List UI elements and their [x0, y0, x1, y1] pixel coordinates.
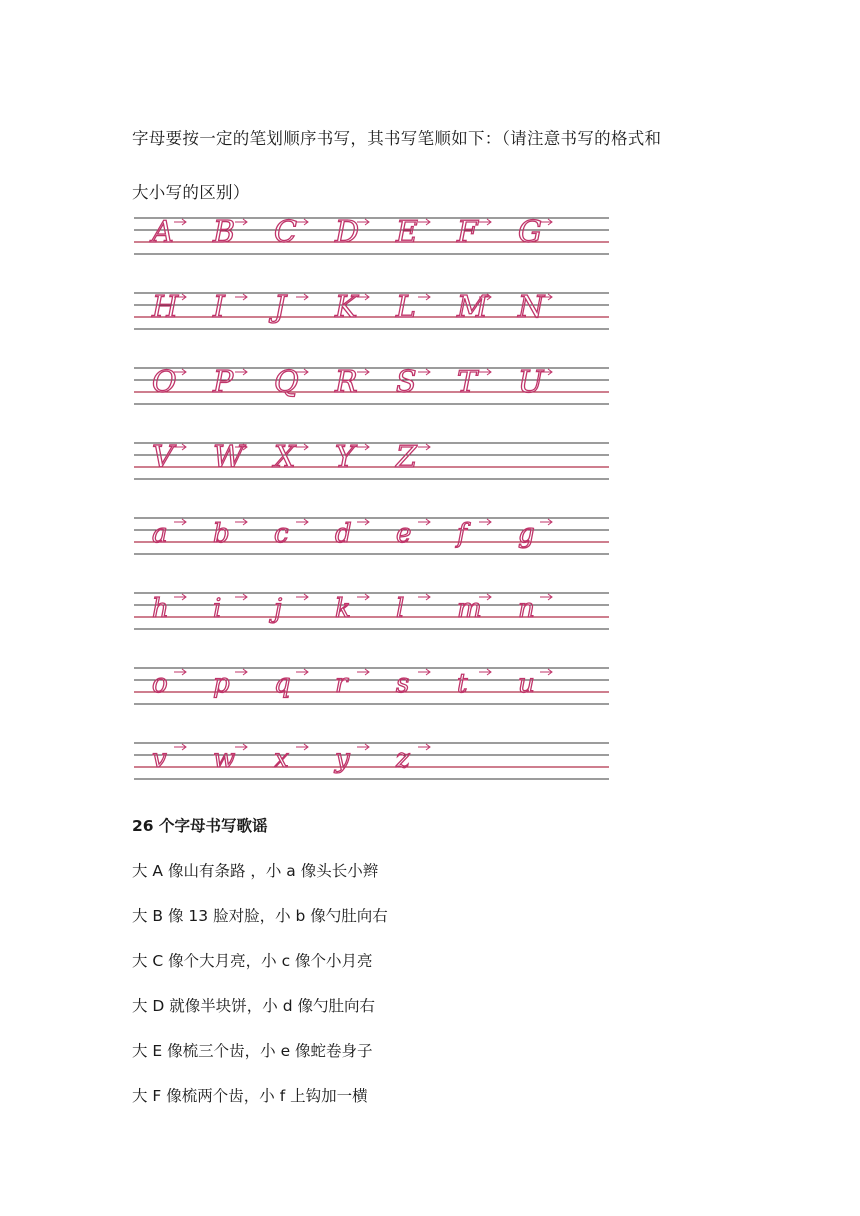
worksheet-row [134, 518, 609, 554]
song-line: 大 D 就像半块饼，小 d 像勺肚向右 [132, 997, 375, 1015]
letter-d: d [335, 519, 352, 549]
stroke-arrow-icon [296, 744, 308, 750]
letter-a: a [152, 519, 168, 549]
letter-X: X [274, 440, 296, 475]
stroke-arrow-icon [296, 669, 308, 675]
song-line: 大 E 像梳三个齿，小 e 像蛇卷身子 [132, 1042, 373, 1060]
letter-j: j [274, 594, 283, 624]
stroke-arrow-icon [235, 594, 247, 600]
stroke-arrow-icon [357, 519, 369, 525]
stroke-arrow-icon [296, 519, 308, 525]
stroke-arrow-icon [174, 594, 186, 600]
stroke-arrow-icon [479, 519, 491, 525]
letter-p: p [213, 669, 230, 699]
letter-J: J [274, 290, 287, 325]
letter-N: N [518, 290, 545, 325]
letter-H: H [152, 290, 179, 325]
stroke-arrow-icon [174, 444, 186, 450]
song-line: 大 A 像山有条路 ，小 a 像头长小辫 [132, 862, 379, 880]
stroke-arrow-icon [418, 519, 430, 525]
letter-F: F [457, 215, 478, 250]
letter-z: z [396, 744, 410, 774]
stroke-arrow-icon [235, 219, 247, 225]
letter-t: t [457, 669, 468, 699]
letter-l: l [396, 594, 405, 624]
stroke-arrow-icon [296, 294, 308, 300]
stroke-arrow-icon [357, 669, 369, 675]
letter-L: L [396, 290, 416, 325]
letter-W: W [213, 440, 244, 475]
letter-S: S [396, 365, 417, 400]
letter-D: D [335, 215, 360, 250]
stroke-arrow-icon [235, 369, 247, 375]
letter-x: x [274, 744, 289, 774]
worksheet-row [134, 290, 609, 329]
letter-v: v [152, 744, 167, 774]
stroke-arrow-icon [540, 669, 552, 675]
letter-B: B [213, 215, 236, 250]
stroke-arrow-icon [174, 219, 186, 225]
stroke-arrow-icon [357, 294, 369, 300]
stroke-arrow-icon [235, 669, 247, 675]
intro-line-1: 字母要按一定的笔划顺序书写，其书写笔顺如下：（请注意书写的格式和 [132, 129, 662, 148]
stroke-arrow-icon [418, 369, 430, 375]
letter-T: T [457, 365, 478, 400]
song-lines [132, 858, 388, 1128]
song-line: 大 C 像个大月亮，小 c 像个小月亮 [132, 952, 373, 970]
stroke-arrow-icon [235, 744, 247, 750]
letter-g: g [518, 519, 535, 549]
song-line: 大 F 像梳两个齿，小 f 上钩加一横 [132, 1087, 368, 1105]
worksheet-row [134, 668, 609, 704]
stroke-arrow-icon [479, 369, 491, 375]
intro-line-2: 大小写的区别） [132, 183, 250, 202]
worksheet-row [134, 365, 609, 404]
letter-n: n [518, 594, 535, 624]
letter-Y: Y [335, 440, 355, 475]
letter-q: q [274, 669, 291, 699]
letter-M: M [457, 290, 488, 325]
stroke-arrow-icon [418, 594, 430, 600]
letter-E: E [396, 215, 418, 250]
letter-u: u [518, 669, 535, 699]
letter-c: c [274, 519, 289, 549]
worksheet-row [134, 593, 609, 629]
letter-y: y [335, 744, 350, 774]
letter-G: G [518, 215, 542, 250]
stroke-arrow-icon [296, 444, 308, 450]
letter-R: R [335, 365, 358, 400]
stroke-arrow-icon [296, 594, 308, 600]
letter-U: U [518, 365, 544, 400]
letter-I: I [213, 290, 225, 325]
letter-s: s [396, 669, 410, 699]
letter-V: V [152, 440, 174, 475]
letter-k: k [335, 594, 351, 624]
stroke-arrow-icon [479, 669, 491, 675]
worksheet-row [134, 440, 609, 479]
stroke-arrow-icon [174, 669, 186, 675]
stroke-arrow-icon [235, 294, 247, 300]
letter-m: m [457, 594, 482, 624]
letter-O: O [152, 365, 177, 400]
stroke-arrow-icon [418, 219, 430, 225]
stroke-arrow-icon [357, 369, 369, 375]
stroke-arrow-icon [174, 744, 186, 750]
letter-w: w [213, 744, 236, 774]
stroke-arrow-icon [296, 219, 308, 225]
stroke-arrow-icon [357, 744, 369, 750]
letter-Q: Q [274, 365, 299, 400]
letter-P: P [213, 365, 234, 400]
stroke-arrow-icon [357, 444, 369, 450]
letter-r: r [335, 669, 348, 699]
stroke-arrow-icon [357, 594, 369, 600]
letter-b: b [213, 519, 230, 549]
worksheet-row [134, 743, 609, 779]
letter-i: i [213, 594, 222, 624]
stroke-arrow-icon [235, 519, 247, 525]
stroke-arrow-icon [418, 744, 430, 750]
letter-f: f [457, 519, 467, 549]
letter-C: C [274, 215, 297, 250]
stroke-arrow-icon [540, 594, 552, 600]
stroke-arrow-icon [540, 519, 552, 525]
letter-h: h [152, 594, 169, 624]
letter-e: e [396, 519, 412, 549]
worksheet-row [134, 215, 609, 254]
worksheet-svg [132, 206, 622, 796]
stroke-arrow-icon [418, 669, 430, 675]
handwriting-worksheet [132, 206, 622, 796]
letter-Z: Z [396, 440, 417, 475]
letter-o: o [152, 669, 168, 699]
stroke-arrow-icon [174, 519, 186, 525]
stroke-arrow-icon [418, 444, 430, 450]
intro-paragraph [132, 112, 742, 220]
stroke-arrow-icon [418, 294, 430, 300]
song-line: 大 B 像 13 脸对脸，小 b 像勺肚向右 [132, 907, 388, 925]
letter-A: A [152, 215, 174, 250]
letter-K: K [335, 290, 358, 325]
song-title: 26 个字母书写歌谣 [132, 817, 268, 835]
stroke-arrow-icon [479, 219, 491, 225]
